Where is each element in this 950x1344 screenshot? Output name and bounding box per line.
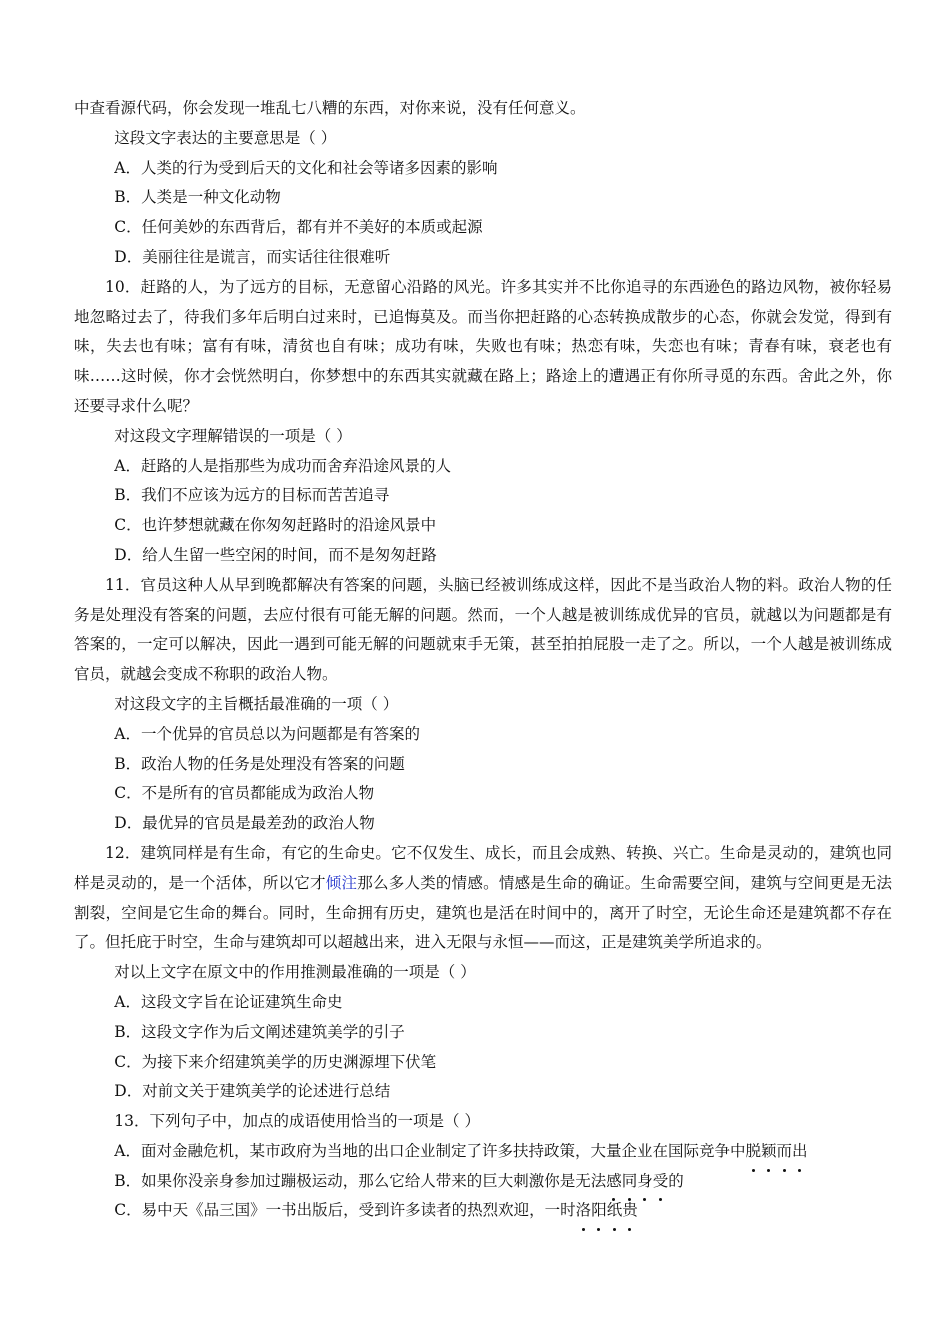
emphasis-dot-char: 同: [622, 1167, 638, 1197]
emphasis-dot-char: 颖: [761, 1137, 777, 1167]
q13-option-c-idiom: [576, 1201, 638, 1219]
q13-option-a-text: A．面对金融危机，某市政府为当地的出口企业制定了许多扶持政策，大量企业在国际竞争中: [114, 1141, 746, 1160]
document-page: [74, 94, 892, 1226]
emphasis-dot-char: 洛: [576, 1196, 592, 1226]
emphasis-dot-char: 纸: [607, 1196, 623, 1226]
q13-option-c-text: C．易中天《品三国》一书出版后，受到许多读者的热烈欢迎，一时: [114, 1201, 576, 1220]
emphasis-dot-char: 感: [606, 1167, 622, 1197]
q12-option-d: D．对前文关于建筑美学的论述进行总结: [114, 1082, 391, 1101]
q13-option-a: [74, 1137, 892, 1167]
q12-passage-after: 那么多人类的情感。情感是生命的确证。生命需要空间，建筑与空间更是无法割裂，空间是它生命的舞台。同时，生命拥有历史，建筑也是活在时间中的，离开了时空，无论生命还是建筑都不存在了。但托庇于时空，生命与建筑却可以超越出来，进入无限与永恒——而这，正是建筑美学所追求的。: [74, 873, 892, 952]
q10-option-c: C．也许梦想就藏在你匆匆赶路时的沿途风景中: [114, 516, 437, 535]
emphasis-dot-char: 而: [777, 1137, 793, 1167]
q12-passage: [74, 839, 892, 958]
emphasis-dot-char: 出: [792, 1137, 808, 1167]
emphasis-dot-char: 脱: [746, 1137, 762, 1167]
q12-highlight-word: 倾注: [325, 873, 358, 892]
q12-prompt: 对以上文字在原文中的作用推测最准确的一项是（ ）: [114, 963, 476, 982]
emphasis-dot-char: 贵: [622, 1196, 638, 1226]
q12-passage-before: 12．建筑同样是有生命，有它的生命史。它不仅发生、成长，而且会成熟、转换、兴亡。生命是灵动的，建筑也同样是灵动的，是一个活体，所以它才: [74, 843, 892, 892]
q12-option-a: A．这段文字旨在论证建筑生命史: [114, 992, 343, 1011]
q9-option-a: A．人类的行为受到后天的文化和社会等诸多因素的影响: [114, 158, 498, 177]
q13-prompt: 13．下列句子中，加点的成语使用恰当的一项是（ ）: [114, 1112, 480, 1131]
q11-prompt: 对这段文字的主旨概括最准确的一项（ ）: [114, 694, 399, 713]
q10-option-a: A．赶路的人是指那些为成功而舍弃沿途风景的人: [114, 456, 451, 475]
q9-prompt: 这段文字表达的主要意思是（ ）: [114, 128, 337, 147]
q13-option-a-idiom: [746, 1142, 808, 1160]
q10-prompt: 对这段文字理解错误的一项是（ ）: [114, 426, 352, 445]
q12-option-c: C．为接下来介绍建筑美学的历史渊源埋下伏笔: [114, 1052, 437, 1071]
q10-option-d: D．给人生留一些空闲的时间，而不是匆匆赶路: [114, 545, 437, 564]
q13-option-b-idiom: [606, 1172, 668, 1190]
q13-option-b-text: B．如果你没亲身参加过蹦极运动，那么它给人带来的巨大刺激你是无法: [114, 1171, 607, 1190]
emphasis-dot-char: 受: [653, 1167, 669, 1197]
q11-option-b: B．政治人物的任务是处理没有答案的问题: [114, 754, 405, 773]
intro-line: 中查看源代码，你会发现一堆乱七八糟的东西，对你来说，没有任何意义。: [74, 99, 586, 117]
q13-option-b-tail: 的: [668, 1171, 684, 1190]
q11-option-d: D．最优异的官员是最差劲的政治人物: [114, 814, 375, 833]
emphasis-dot-char: 身: [637, 1167, 653, 1197]
q10-option-b: B．我们不应该为远方的目标而苦苦追寻: [114, 486, 390, 505]
q9-option-c: C．任何美妙的东西背后，都有并不美好的本质或起源: [114, 218, 483, 237]
q10-passage: 10．赶路的人，为了远方的目标，无意留心沿路的风光。许多其实并不比你追寻的东西逊色的路边风物，被你轻易地忽略过去了，待我们多年后明白过来时，已追悔莫及。而当你把赶路的心态转换成散步的心态，你就会发觉，得到有味，失去也有味；富有有味，清贫也自有味；成功有味，失败也有味；热恋有味，失恋也有味；青春有味，衰老也有味……这时候，你才会恍然明白，你梦想中的东西其实就藏在路上；路途上的遭遇正有你所寻觅的东西。舍此之外，你还要寻求什么呢？: [74, 277, 892, 415]
q12-option-b: B．这段文字作为后文阐述建筑美学的引子: [114, 1022, 405, 1041]
q9-option-d: D．美丽往往是谎言，而实话往往很难听: [114, 247, 391, 266]
q9-option-b: B．人类是一种文化动物: [114, 188, 281, 207]
q11-option-c: C．不是所有的官员都能成为政治人物: [114, 784, 375, 803]
emphasis-dot-char: 阳: [591, 1196, 607, 1226]
q11-option-a: A．一个优异的官员总以为问题都是有答案的: [114, 724, 420, 743]
q13-option-c: [74, 1196, 892, 1226]
q11-passage: 11．官员这种人从早到晚都解决有答案的问题，头脑已经被训练成这样，因此不是当政治人物的料。政治人物的任务是处理没有答案的问题，去应付很有可能无解的问题。然而，一个人越是被训练成优异的官员，就越以为问题都是有答案的，一定可以解决，因此一遇到可能无解的问题就束手无策，甚至拍拍屁股一走了之。所以，一个人越是被训练成官员，就越会变成不称职的政治人物。: [74, 575, 892, 684]
